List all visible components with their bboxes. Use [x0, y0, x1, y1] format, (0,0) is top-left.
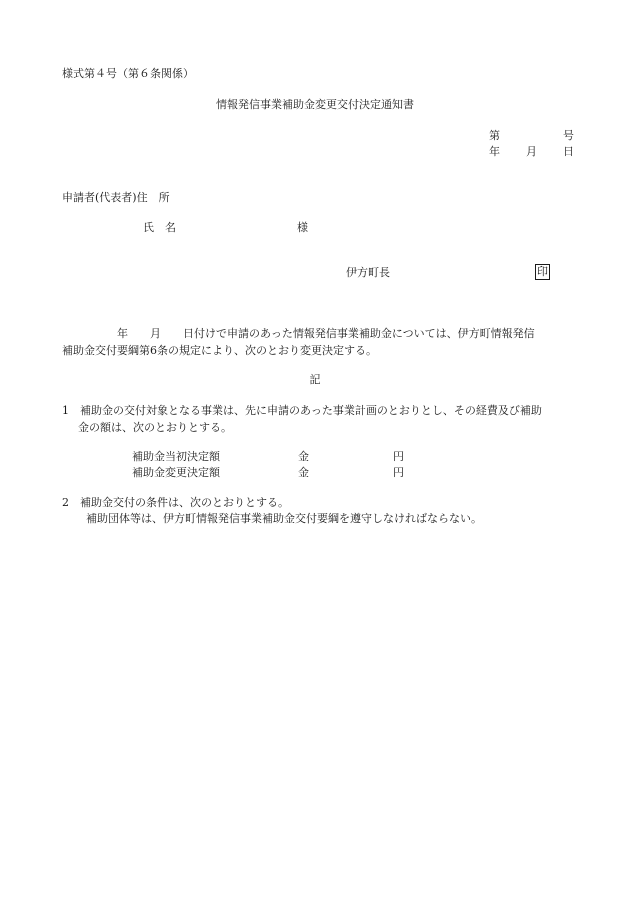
date-year: 年	[489, 145, 500, 158]
document-title: 情報発信事業補助金変更交付決定通知書	[216, 98, 414, 111]
changed-amount-kin: 金	[298, 466, 309, 479]
initial-amount-kin: 金	[298, 450, 309, 463]
item-1	[62, 402, 542, 436]
initial-amount-yen: 円	[393, 450, 404, 463]
honorific: 様	[297, 221, 308, 234]
date-day: 日	[563, 145, 574, 158]
seal-mark: 印	[537, 265, 548, 278]
body-line-2: 補助金交付要綱第6条の規定により、次のとおり変更決定する。	[62, 344, 377, 357]
form-number: 様式第４号（第６条関係）	[62, 67, 194, 80]
body-paragraph	[62, 325, 578, 359]
number-prefix: 第	[489, 129, 500, 142]
applicant-name-label: 氏 名	[143, 221, 176, 234]
date-month: 月	[526, 145, 537, 158]
changed-amount-yen: 円	[393, 466, 404, 479]
item-1-line-2: 金の額は、次のとおりとする。	[78, 421, 232, 434]
item-1-line-1: 1 補助金の交付対象となる事業は、先に申請のあった事業計画のとおりとし、その経費及び補助	[62, 404, 542, 417]
ki-heading: 記	[309, 373, 321, 386]
body-line-1: 年 月 日付けで申請のあった情報発信事業補助金については、伊方町情報発信	[62, 327, 535, 340]
item-2-detail: 補助団体等は、伊方町情報発信事業補助金交付要綱を遵守しなければならない。	[86, 512, 482, 525]
issuer-title: 伊方町長	[346, 266, 390, 279]
number-suffix: 号	[563, 129, 574, 142]
changed-amount-label: 補助金変更決定額	[132, 466, 220, 479]
applicant-address-label: 申請者(代表者)住 所	[62, 191, 170, 204]
item-2-heading: 2 補助金交付の条件は、次のとおりとする。	[62, 496, 289, 509]
initial-amount-label: 補助金当初決定額	[132, 450, 220, 463]
